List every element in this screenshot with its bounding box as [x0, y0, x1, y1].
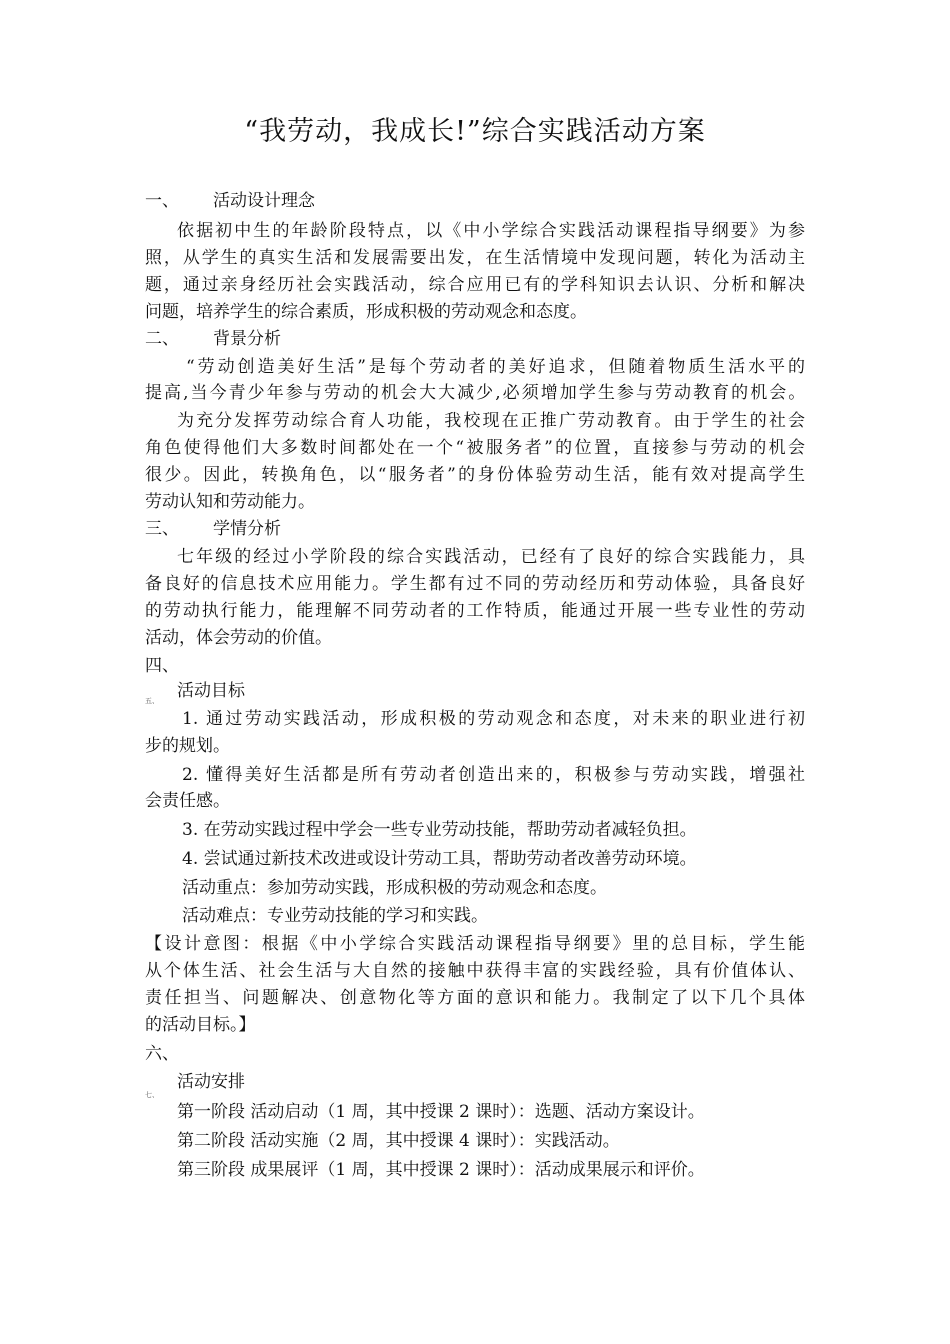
key-point: 活动重点：参加劳动实践，形成积极的劳动观念和态度。: [182, 878, 607, 898]
paragraph-line: 角色使得他们大多数时间都处在一个“被服务者”的位置，直接参与劳动的机会: [145, 438, 805, 458]
list-item: 2. 懂得美好生活都是所有劳动者创造出来的，积极参与劳动实践，增强社: [182, 765, 805, 785]
paragraph-line: 依据初中生的年龄阶段特点，以《中小学综合实践活动课程指导纲要》为参: [177, 221, 805, 241]
paragraph-line: 照，从学生的真实生活和发展需要出发，在生活情境中发现问题，转化为活动主: [145, 248, 805, 268]
paragraph-line: 很少。因此，转换角色，以“服务者”的身份体验劳动生活，能有效对提高学生: [145, 465, 805, 485]
section-number: 一、: [145, 191, 179, 211]
design-intent-line: 责任担当、问题解决、创意物化等方面的意识和能力。我制定了以下几个具体: [145, 988, 805, 1008]
section-heading: [145, 326, 281, 352]
design-intent-line: 的活动目标。】: [145, 1015, 256, 1035]
section-heading: [145, 516, 281, 542]
paragraph-line: “劳动创造美好生活”是每个劳动者的美好追求，但随着物质生活水平的: [186, 357, 805, 377]
section-number-small: 七、: [145, 1091, 159, 1099]
paragraph-line: 七年级的经过小学阶段的综合实践活动，已经有了良好的综合实践能力，具: [177, 547, 805, 567]
list-item: 1. 通过劳动实践活动，形成积极的劳动观念和态度，对未来的职业进行初: [182, 709, 805, 729]
section-title: 学情分析: [213, 519, 281, 539]
list-item-continuation: 会责任感。: [145, 791, 230, 811]
document-title: “我劳动，我成长!”综合实践活动方案: [244, 116, 706, 147]
paragraph-line: 活动，体会劳动的价值。: [145, 628, 332, 648]
section-title: 活动设计理念: [213, 191, 315, 211]
section-number: 二、: [145, 329, 179, 349]
section-number-small: 五、: [145, 697, 159, 705]
section-number: 四、: [145, 656, 179, 676]
paragraph-line: 的劳动执行能力，能理解不同劳动者的工作特质，能通过开展一些专业性的劳动: [145, 601, 805, 621]
section-title: 活动目标: [177, 681, 245, 701]
section-heading: [145, 188, 315, 214]
schedule-item: 第二阶段 活动实施（2 周，其中授课 4 课时）：实践活动。: [177, 1131, 620, 1151]
section-title: 活动安排: [177, 1072, 245, 1092]
list-item: 3. 在劳动实践过程中学会一些专业劳动技能，帮助劳动者减轻负担。: [182, 820, 697, 840]
schedule-item: 第一阶段 活动启动（1 周，其中授课 2 课时）：选题、活动方案设计。: [177, 1102, 705, 1122]
paragraph-line: 为充分发挥劳动综合育人功能，我校现在正推广劳动教育。由于学生的社会: [177, 411, 805, 431]
design-intent-line: 从个体生活、社会生活与大自然的接触中获得丰富的实践经验，具有价值体认、: [145, 961, 805, 981]
schedule-item: 第三阶段 成果展评（1 周，其中授课 2 课时）：活动成果展示和评价。: [177, 1160, 705, 1180]
section-title: 背景分析: [213, 329, 281, 349]
section-number: 三、: [145, 519, 179, 539]
list-item: 4. 尝试通过新技术改进或设计劳动工具，帮助劳动者改善劳动环境。: [182, 849, 697, 869]
difficult-point: 活动难点：专业劳动技能的学习和实践。: [182, 906, 488, 926]
paragraph-line: 题，通过亲身经历社会实践活动，综合应用已有的学科知识去认识、分析和解决: [145, 275, 805, 295]
paragraph-line: 问题，培养学生的综合素质，形成积极的劳动观念和态度。: [145, 302, 587, 322]
paragraph-line: 备良好的信息技术应用能力。学生都有过不同的劳动经历和劳动体验，具备良好: [145, 574, 805, 594]
paragraph-line: 提高,当今青少年参与劳动的机会大大减少,必须增加学生参与劳动教育的机会。: [145, 383, 805, 403]
paragraph-line: 劳动认知和劳动能力。: [145, 492, 315, 512]
section-number: 六、: [145, 1044, 179, 1064]
list-item-continuation: 步的规划。: [145, 736, 230, 756]
design-intent-line: 【设计意图：根据《中小学综合实践活动课程指导纲要》里的总目标，学生能: [145, 934, 805, 954]
